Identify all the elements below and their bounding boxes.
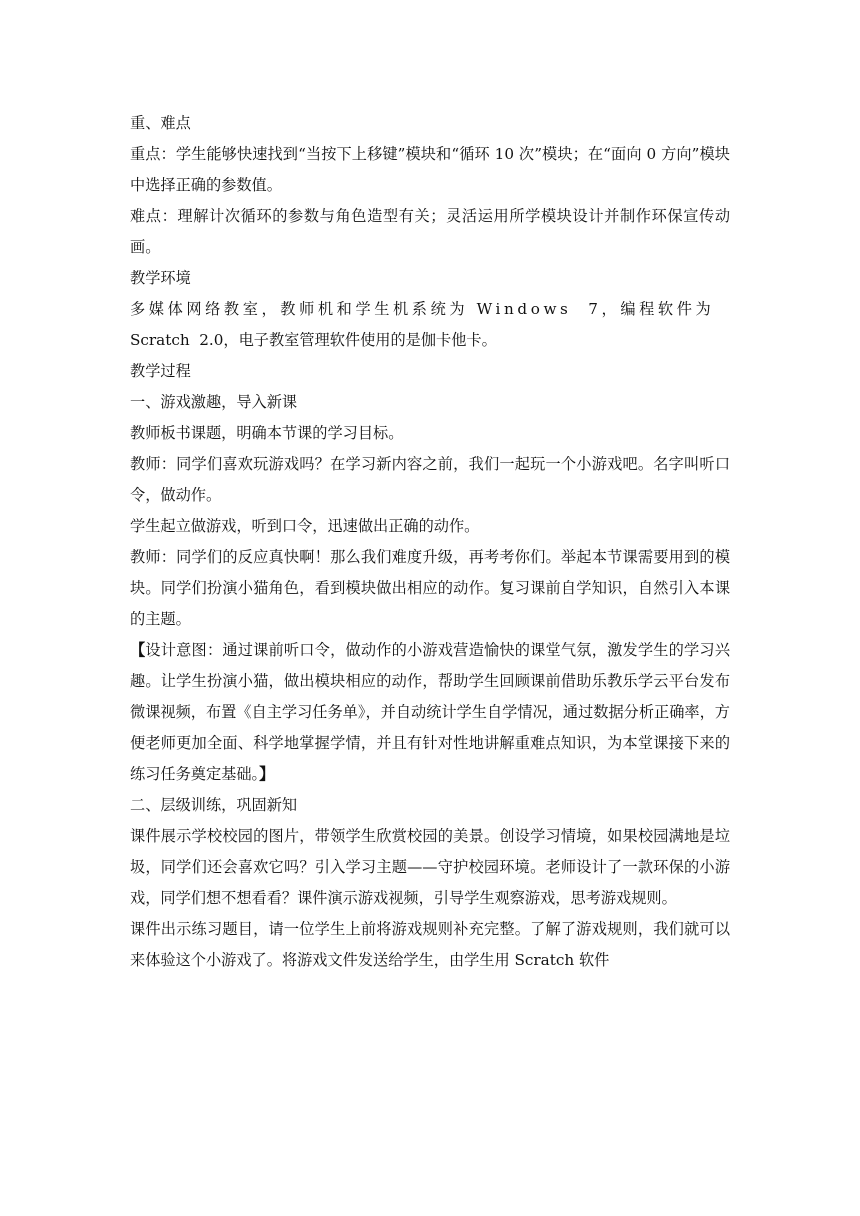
note-body: 设计意图：通过课前听口令，做动作的小游戏营造愉快的课堂气氛，激发学生的学习兴趣。让学生扮演小猫，做出模块相应的动作，帮助学生回顾课前借助乐教乐学云平台发布微课视频，布置《自主学习任务单》，并自动统计学生自学情况，通过数据分析正确率，方便老师更加全面、科学地掌握学情，并且有针对性地讲解重难点知识，为本堂课接下来的练习任务奠定基础。 — [130, 641, 731, 783]
section-1-paragraph-1: 教师板书课题，明确本节课的学习目标。 — [130, 424, 404, 442]
heading-environment: 教学环境 — [130, 269, 191, 287]
heading-key-difficult: 重、难点 — [130, 114, 191, 132]
heading-process: 教学过程 — [130, 362, 191, 380]
section-1-paragraph-2: 教师：同学们喜欢玩游戏吗？在学习新内容之前，我们一起玩一个小游戏吧。名字叫听口令，做动作。 — [130, 455, 730, 504]
section-2-title: 二、层级训练，巩固新知 — [130, 796, 298, 814]
note-close-bracket: 】 — [259, 765, 275, 783]
document-page — [130, 108, 730, 976]
section-1-paragraph-4: 教师：同学们的反应真快啊！那么我们难度升级，再考考你们。举起本节课需要用到的模块。同学们扮演小猫角色，看到模块做出相应的动作。复习课前自学知识，自然引入本课的主题。 — [130, 548, 730, 628]
section-1-title: 一、游戏激趣，导入新课 — [130, 393, 298, 411]
environment-line-1: 多媒体网络教室，教师机和学生机系统为 Windows 7，编程软件为 — [130, 300, 715, 318]
design-intent-note — [130, 635, 730, 790]
difficult-points-paragraph: 难点：理解计次循环的参数与角色造型有关；灵活运用所学模块设计并制作环保宣传动画。 — [130, 207, 730, 256]
note-open-bracket: 【 — [130, 641, 146, 659]
key-points-paragraph: 重点：学生能够快速找到“当按下上移键”模块和“循环 10 次”模块；在“面向 0 方向”模块中选择正确的参数值。 — [130, 145, 730, 194]
section-2-paragraph-1: 课件展示学校校园的图片，带领学生欣赏校园的美景。创设学习情境，如果校园满地是垃圾，同学们还会喜欢它吗？引入学习主题——守护校园环境。老师设计了一款环保的小游戏，同学们想不想看看？课件演示游戏视频，引导学生观察游戏，思考游戏规则。 — [130, 827, 730, 907]
section-1-paragraph-3: 学生起立做游戏，听到口令，迅速做出正确的动作。 — [130, 517, 480, 535]
section-2-paragraph-2: 课件出示练习题目，请一位学生上前将游戏规则补充完整。了解了游戏规则，我们就可以来体验这个小游戏了。将游戏文件发送给学生，由学生用 Scratch 软件 — [130, 920, 730, 969]
environment-line-2: Scratch 2.0，电子教室管理软件使用的是伽卡他卡。 — [130, 331, 497, 349]
